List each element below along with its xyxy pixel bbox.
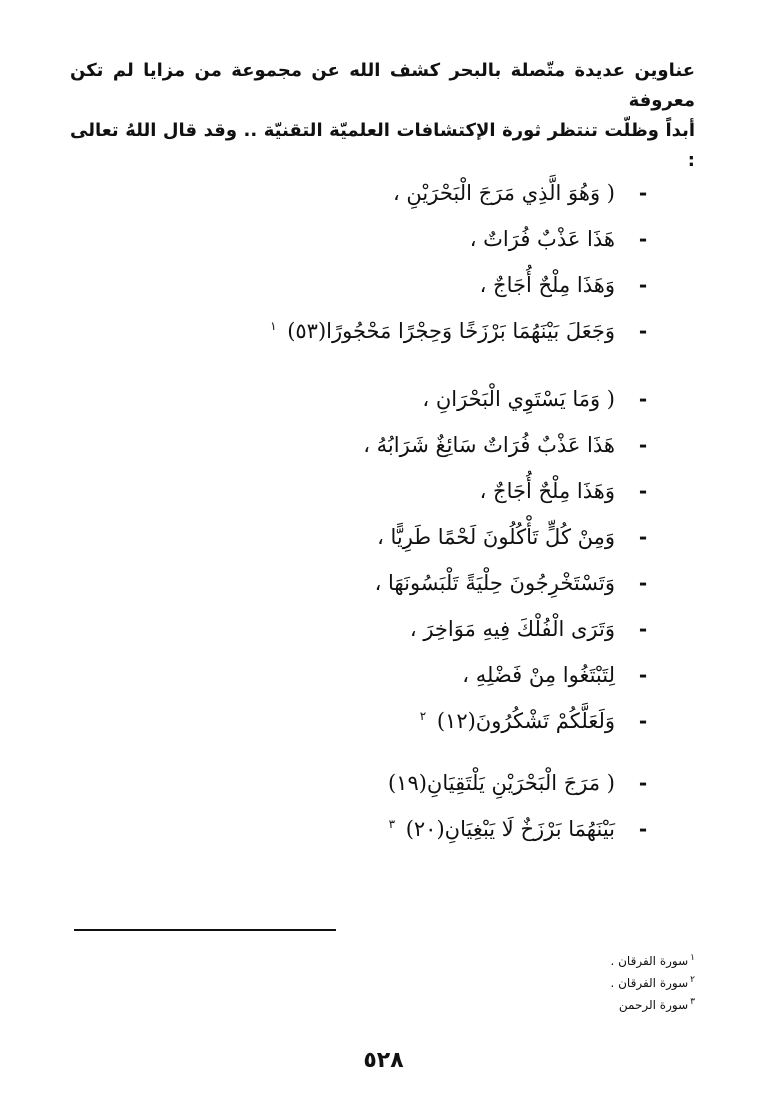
verse-line (165, 652, 648, 698)
bullet-dash: - (638, 817, 648, 841)
verse-line (165, 422, 648, 468)
verse-line (165, 698, 648, 744)
verse-text: وَتَسْتَخْرِجُونَ حِلْيَةً تَلْبَسُونَهَا ، (374, 571, 615, 595)
verse-text: ( مَرَجَ الْبَحْرَيْنِ يَلْتَقِيَانِ(١٩) (387, 771, 615, 795)
footnote-item (395, 994, 695, 1016)
verse-text: وَتَرَى الْفُلْكَ فِيهِ مَوَاخِرَ ، (409, 617, 615, 641)
verse-text: وَلَعَلَّكُمْ تَشْكُرُونَ(١٢) (436, 709, 615, 733)
verse-text: هَذَا عَذْبٌ فُرَاتٌ ، (469, 227, 615, 251)
verse-line (165, 308, 648, 354)
footnote-mark: ١ (690, 953, 695, 963)
bullet-dash: - (638, 525, 648, 549)
intro-paragraph (70, 56, 695, 176)
verse-line (165, 514, 648, 560)
verse-text: ( وَهُوَ الَّذِي مَرَجَ الْبَحْرَيْنِ ، (392, 181, 615, 205)
bullet-dash: - (638, 617, 648, 641)
footnote-divider (74, 929, 336, 931)
footnote-mark: ٣ (690, 997, 695, 1007)
bullet-dash: - (638, 709, 648, 733)
footnote-text: سورة الرحمن (618, 998, 689, 1012)
verse-text: بَيْنَهُمَا بَرْزَخٌ لَا يَبْغِيَانِ(٢٠) (405, 817, 615, 841)
bullet-dash: - (638, 663, 648, 687)
verse-line (165, 560, 648, 606)
verse-line (165, 216, 648, 262)
verse-text: وَهَذَا مِلْحٌ أُجَاجٌ ، (479, 479, 615, 503)
footnote-reference[interactable]: ٣ (388, 817, 396, 831)
verse-group-furqan-53 (165, 170, 648, 354)
verse-text: هَذَا عَذْبٌ فُرَاتٌ سَائِغٌ شَرَابُهُ ، (363, 433, 615, 457)
footnotes-list (395, 950, 695, 1016)
verse-line (165, 170, 648, 216)
intro-line-1: عناوين عديدة متّصلة بالبحر كشف الله عن مجموعة من مزايا لم تكن معروفة (70, 60, 695, 111)
footnote-reference[interactable]: ٢ (419, 709, 427, 723)
verse-line (165, 262, 648, 308)
bullet-dash: - (638, 771, 648, 795)
verse-text: ( وَمَا يَسْتَوِي الْبَحْرَانِ ، (422, 387, 615, 411)
verse-line (165, 468, 648, 514)
footnote-reference[interactable]: ١ (270, 319, 277, 333)
verse-group-fatir-12 (165, 376, 648, 744)
verse-text: وَمِنْ كُلٍّ تَأْكُلُونَ لَحْمًا طَرِيًّا ، (377, 525, 615, 549)
bullet-dash: - (638, 181, 648, 205)
verse-line (165, 806, 648, 852)
verse-line (165, 760, 648, 806)
verse-text: لِتَبْتَغُوا مِنْ فَضْلِهِ ، (462, 663, 615, 687)
page-number: ٥٢٨ (363, 1048, 404, 1073)
bullet-dash: - (638, 571, 648, 595)
footnote-text: سورة الفرقان . (610, 976, 689, 990)
footnote-item (395, 950, 695, 972)
bullet-dash: - (638, 433, 648, 457)
verse-text: وَجَعَلَ بَيْنَهُمَا بَرْزَخًا وَحِجْرًا مَحْجُورًا(٥٣) (287, 319, 615, 343)
bullet-dash: - (638, 319, 648, 343)
verse-group-rahman-19-20 (165, 760, 648, 852)
verse-line (165, 606, 648, 652)
bullet-dash: - (638, 479, 648, 503)
intro-line-2: أبداً وظلّت تنتظر ثورة الإكتشافات العلميّة التقنيّة .. وقد قال اللهُ تعالى : (70, 120, 695, 171)
footnote-item (395, 972, 695, 994)
verse-line (165, 376, 648, 422)
bullet-dash: - (638, 387, 648, 411)
bullet-dash: - (638, 227, 648, 251)
footnote-text: سورة الفرقان . (610, 954, 689, 968)
bullet-dash: - (638, 273, 648, 297)
verse-text: وَهَذَا مِلْحٌ أُجَاجٌ ، (479, 273, 615, 297)
footnote-mark: ٢ (690, 975, 695, 985)
